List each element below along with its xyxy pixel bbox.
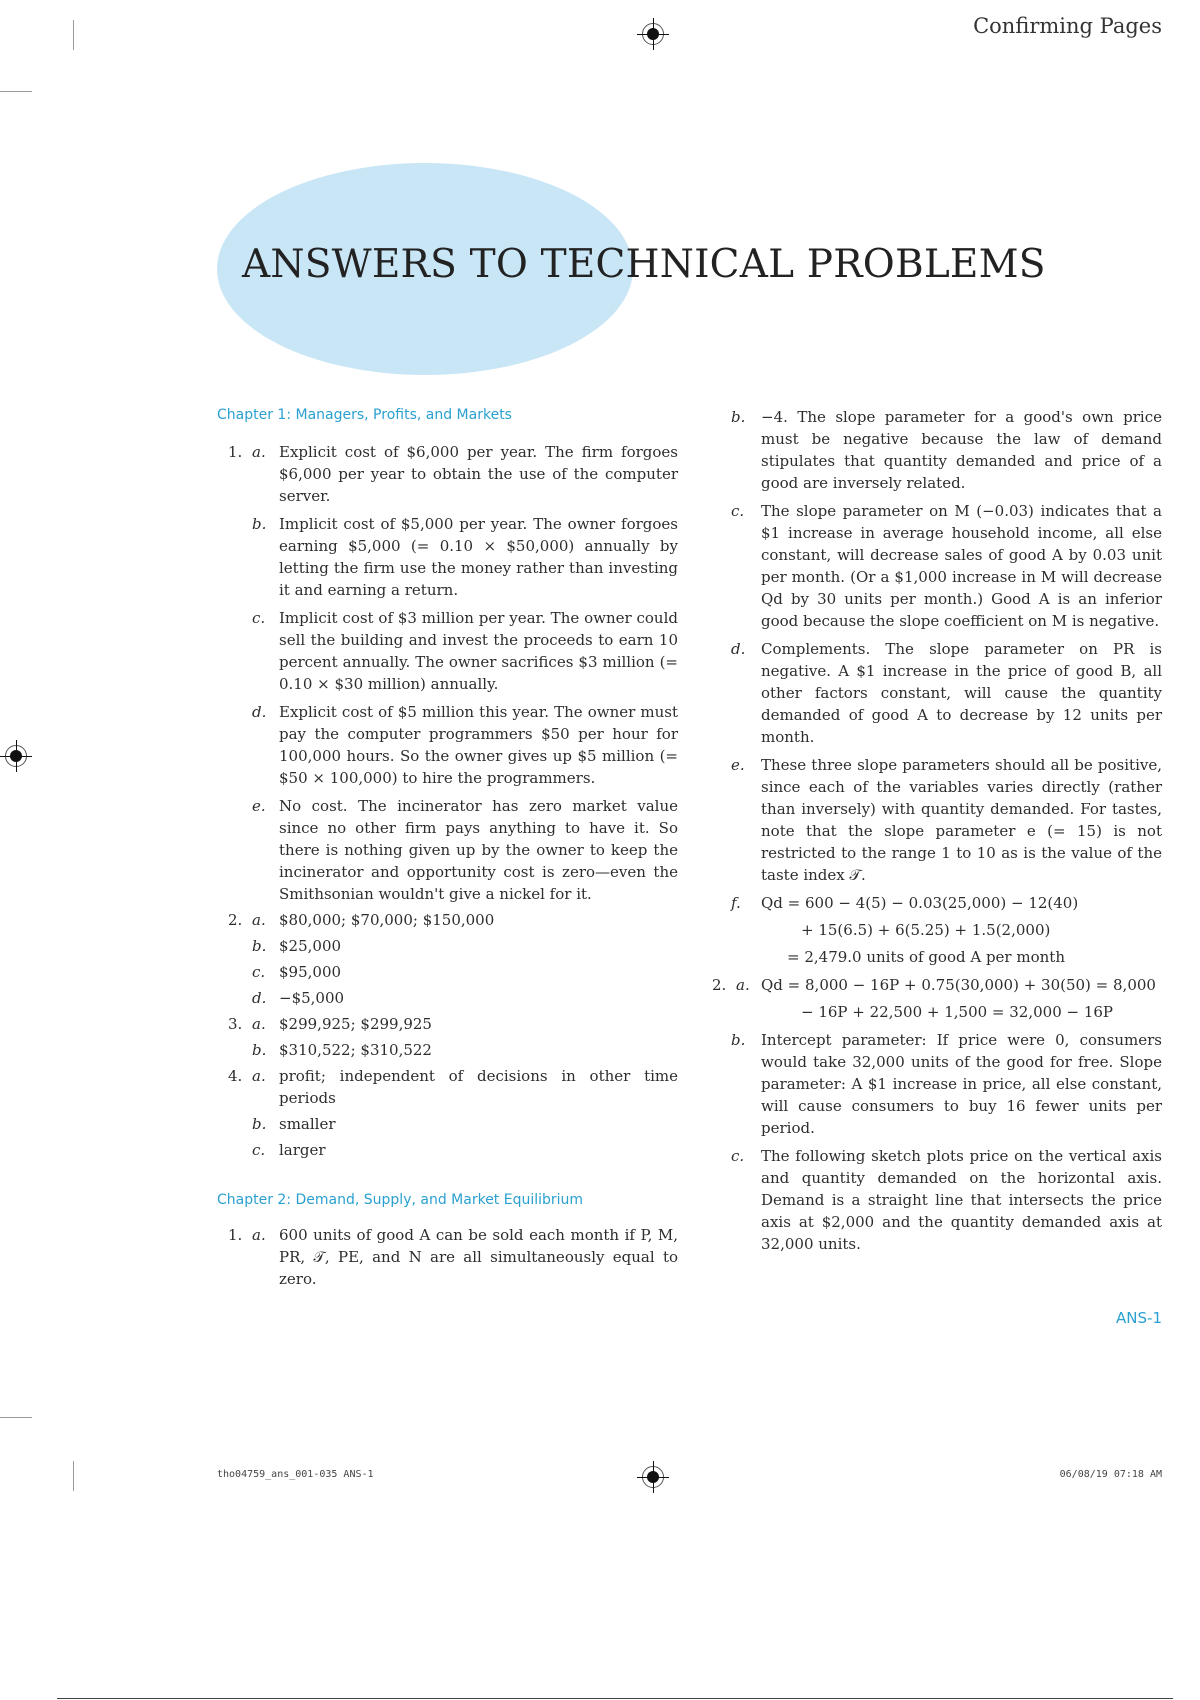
part-label: a. bbox=[252, 443, 266, 461]
part-label: a. bbox=[252, 1015, 266, 1033]
ch1-q3-b-answer: $310,522; $310,522 bbox=[279, 1041, 432, 1059]
question-number: 1. bbox=[228, 1226, 243, 1244]
part-label: e. bbox=[252, 797, 266, 815]
part-label: b. bbox=[252, 937, 267, 955]
part-label: f. bbox=[731, 894, 741, 912]
chapter-2-heading: Chapter 2: Demand, Supply, and Market Equilibrium bbox=[217, 1192, 584, 1208]
registration-mark-left bbox=[5, 745, 27, 767]
ch2-q2-b-answer: Intercept parameter: If price were 0, consumers would take 32,000 units of the good for free. Slope parameter: A $1 increase in price, all else constant, will cause consumers to buy 16 fewer units per period. bbox=[761, 1031, 1162, 1137]
part-label: d. bbox=[252, 703, 267, 721]
left-column bbox=[228, 441, 678, 1161]
ch2-q1-b-answer: −4. The slope parameter for a good's own price must be negative because the law of demand stipulates that quantity demanded and price of a good are inversely related. bbox=[761, 408, 1162, 492]
question-number: 2. bbox=[712, 976, 727, 994]
equation-line: Qd = 600 − 4(5) − 0.03(25,000) − 12(40) bbox=[761, 894, 1079, 912]
ch2-q1-a-answer: 600 units of good A can be sold each month if P, M, PR, 𝒯, PE, and N are all simultaneously equal to zero. bbox=[279, 1226, 678, 1288]
confirming-pages-label: Confirming Pages bbox=[973, 14, 1162, 38]
question-number: 4. bbox=[228, 1067, 243, 1085]
ch1-question-1 bbox=[228, 441, 678, 905]
part-label: e. bbox=[731, 756, 745, 774]
chapter-2-left-column bbox=[228, 1224, 678, 1290]
crop-mark-left-upper bbox=[0, 91, 32, 92]
equation-line: Qd = 8,000 − 16P + 0.75(30,000) + 30(50) = 8,000 bbox=[761, 976, 1156, 994]
equation-line: + 15(6.5) + 6(5.25) + 1.5(2,000) bbox=[801, 921, 1051, 939]
part-label: c. bbox=[731, 1147, 745, 1165]
ch1-q3-a-answer: $299,925; $299,925 bbox=[279, 1015, 432, 1033]
ch1-q2-d-answer: −$5,000 bbox=[279, 989, 345, 1007]
ch2-q1-d-answer: Complements. The slope parameter on PR is negative. A $1 increase in the price of good B, all other factors constant, will cause the quantity demanded of good A to decrease by 12 units per month. bbox=[761, 640, 1162, 746]
ch1-q1-b-answer: Implicit cost of $5,000 per year. The owner forgoes earning $5,000 (= 0.10 × $50,000) annually by letting the firm use the money rather than investing it and earning a return. bbox=[279, 515, 678, 599]
crop-mark-left-lower bbox=[0, 1417, 32, 1418]
ch2-question-1 bbox=[228, 1224, 678, 1290]
bottom-rule bbox=[57, 1698, 1173, 1699]
ch1-q1-c-answer: Implicit cost of $3 million per year. The owner could sell the building and invest the proceeds to earn 10 percent annually. The owner sacrifices $3 million (= 0.10 × $30 million) annually. bbox=[279, 609, 678, 693]
file-slug: tho04759_ans_001-035 ANS-1 bbox=[217, 1469, 374, 1480]
part-label: a. bbox=[736, 976, 750, 994]
crop-mark-top-left bbox=[73, 20, 74, 50]
question-number: 3. bbox=[228, 1015, 243, 1033]
part-label: d. bbox=[252, 989, 267, 1007]
date-slug: 06/08/19 07:18 AM bbox=[1059, 1469, 1162, 1480]
ch1-question-2 bbox=[228, 909, 678, 1009]
right-column bbox=[712, 406, 1162, 1255]
part-label: b. bbox=[731, 408, 746, 426]
part-label: b. bbox=[252, 1041, 267, 1059]
ch1-q4-c-answer: larger bbox=[279, 1141, 326, 1159]
registration-mark-bottom bbox=[642, 1466, 664, 1488]
page-number: ANS-1 bbox=[1116, 1309, 1162, 1327]
ch2-q1-c-answer: The slope parameter on M (−0.03) indicates that a $1 increase in average household income, all else constant, will decrease sales of good A by 0.03 unit per month. (Or a $1,000 increase in M will decrease Qd by 30 units per month.) Good A is an inferior good because the slope coefficient on M is negative. bbox=[761, 502, 1162, 630]
ch2-q2-c-answer: The following sketch plots price on the vertical axis and quantity demanded on the horizontal axis. Demand is a straight line that intersects the price axis at $2,000 and the quantity demanded axis at 32,000 units. bbox=[761, 1147, 1162, 1253]
ch1-q2-a-answer: $80,000; $70,000; $150,000 bbox=[279, 911, 495, 929]
part-label: c. bbox=[252, 609, 266, 627]
part-label: d. bbox=[731, 640, 746, 658]
crop-mark-bottom-left bbox=[73, 1461, 74, 1491]
question-number: 2. bbox=[228, 911, 243, 929]
part-label: c. bbox=[252, 963, 266, 981]
ch1-q2-b-answer: $25,000 bbox=[279, 937, 342, 955]
ch1-q1-e-answer: No cost. The incinerator has zero market value since no other firm pays anything to have it. So there is nothing given up by the owner to keep the incinerator and opportunity cost is zero—even the Smithsonian wouldn't give a nickel for it. bbox=[279, 797, 678, 903]
ch1-q2-c-answer: $95,000 bbox=[279, 963, 342, 981]
part-label: b. bbox=[731, 1031, 746, 1049]
part-label: c. bbox=[731, 502, 745, 520]
ch1-question-3 bbox=[228, 1013, 678, 1061]
page-title: ANSWERS TO TECHNICAL PROBLEMS bbox=[242, 242, 1046, 287]
question-number: 1. bbox=[228, 443, 243, 461]
ch2-q1-f-equation bbox=[731, 892, 1162, 968]
equation-line: − 16P + 22,500 + 1,500 = 32,000 − 16P bbox=[801, 1003, 1114, 1021]
part-label: a. bbox=[252, 911, 266, 929]
part-label: a. bbox=[252, 1226, 266, 1244]
equation-line: = 2,479.0 units of good A per month bbox=[787, 948, 1065, 966]
ch1-q1-a-answer: Explicit cost of $6,000 per year. The firm forgoes $6,000 per year to obtain the use of the computer server. bbox=[279, 443, 678, 505]
part-label: b. bbox=[252, 1115, 267, 1133]
ch1-q4-b-answer: smaller bbox=[279, 1115, 336, 1133]
part-label: c. bbox=[252, 1141, 266, 1159]
registration-mark-top bbox=[642, 23, 664, 45]
ch2-question-2 bbox=[712, 974, 1162, 1255]
part-label: b. bbox=[252, 515, 267, 533]
ch2-q1-e-answer: These three slope parameters should all be positive, since each of the variables varies directly (rather than inversely) with quantity demanded. For tastes, note that the slope parameter e (= 15) is not restricted to the range 1 to 10 as is the value of the taste index 𝒯. bbox=[761, 756, 1162, 884]
ch1-q4-a-answer: profit; independent of decisions in other time periods bbox=[279, 1067, 678, 1107]
chapter-1-heading: Chapter 1: Managers, Profits, and Markets bbox=[217, 407, 512, 423]
part-label: a. bbox=[252, 1067, 266, 1085]
ch1-question-4 bbox=[228, 1065, 678, 1161]
ch1-q1-d-answer: Explicit cost of $5 million this year. The owner must pay the computer programmers $50 per hour for 100,000 hours. So the owner gives up $5 million (= $50 × 100,000) to hire the programmers. bbox=[279, 703, 678, 787]
